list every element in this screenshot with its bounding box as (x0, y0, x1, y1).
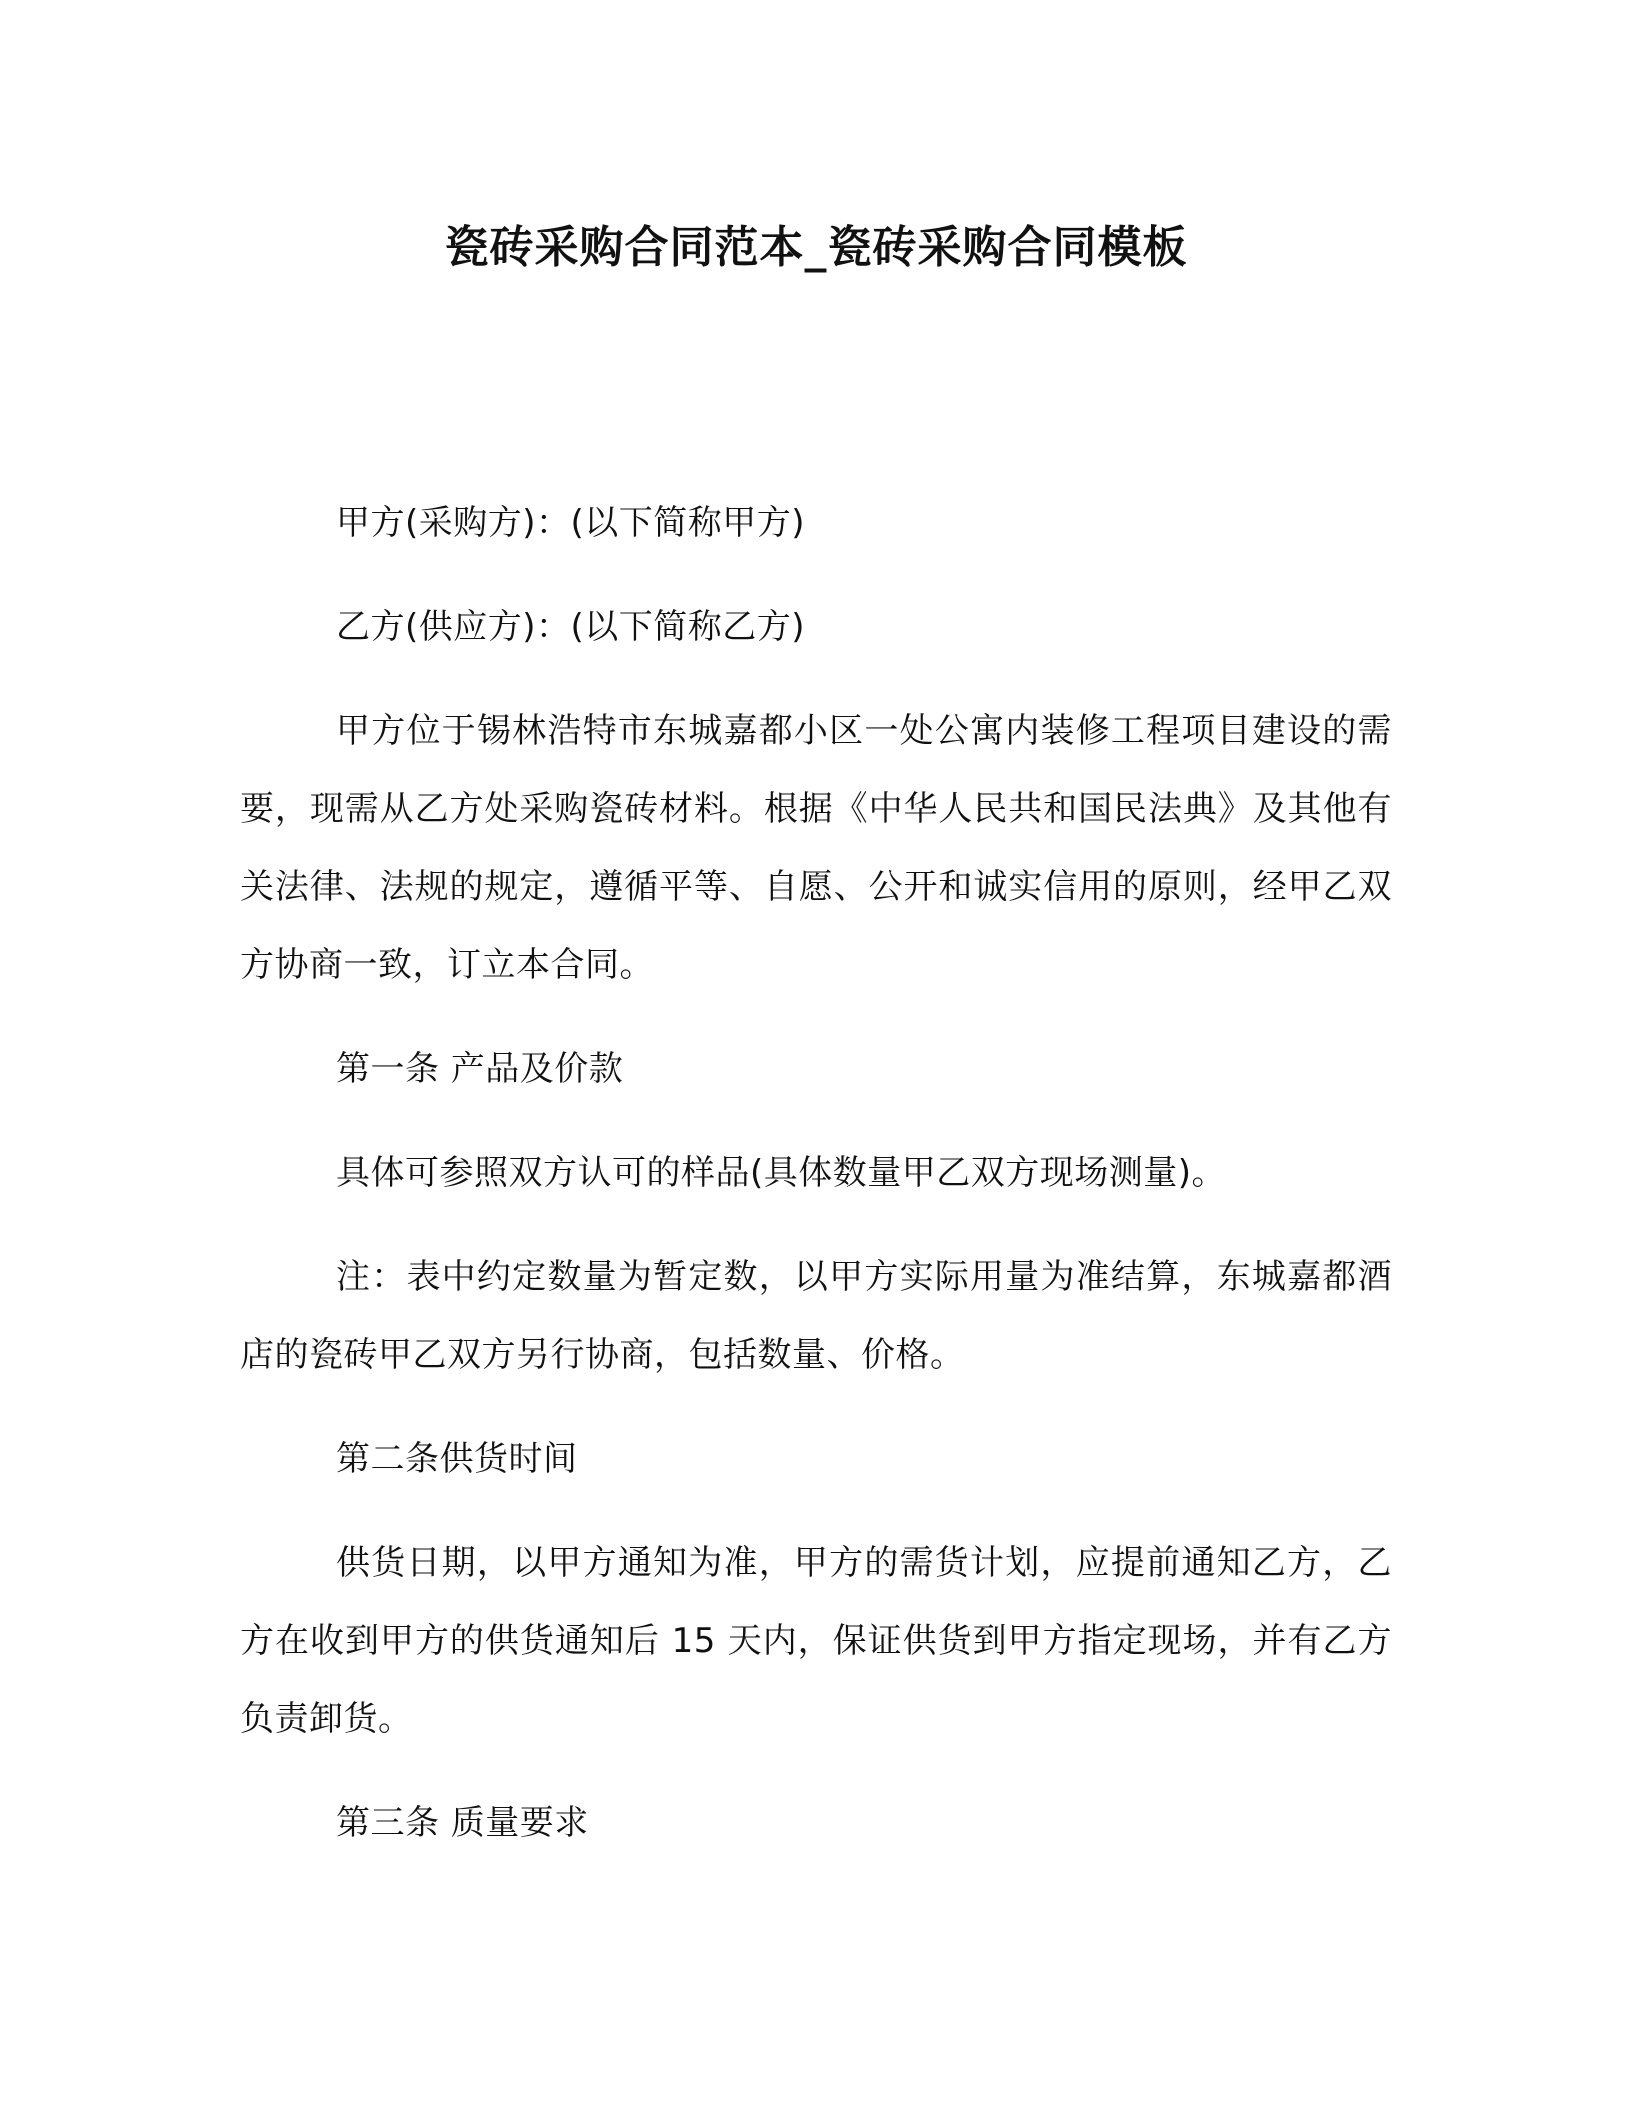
article-1-heading: 第一条 产品及价款 (336, 1049, 624, 1089)
party-b-line: 乙方(供应方)：(以下简称乙方) (336, 607, 806, 647)
article-3-heading: 第三条 质量要求 (336, 1803, 589, 1843)
document-body (240, 484, 1392, 1888)
document-title: 瓷砖采购合同范本_瓷砖采购合同模板 (444, 222, 1188, 273)
article-2-heading: 第二条供货时间 (336, 1439, 578, 1479)
preamble-paragraph: 甲方位于锡林浩特市东城嘉都小区一处公寓内装修工程项目建设的需要，现需从乙方处采购瓷砖材料。根据《中华人民共和国民法典》及其他有关法律、法规的规定，遵循平等、自愿、公开和诚实信用的原则，经甲乙双方协商一致，订立本合同。 (240, 711, 1392, 985)
article-2-text: 供货日期，以甲方通知为准，甲方的需货计划，应提前通知乙方，乙方在收到甲方的供货通知后 15 天内，保证供货到甲方指定现场，并有乙方负责卸货。 (240, 1543, 1392, 1739)
article-1-text: 具体可参照双方认可的样品(具体数量甲乙双方现场测量)。 (336, 1153, 1227, 1193)
article-1-note: 注：表中约定数量为暂定数，以甲方实际用量为准结算，东城嘉都酒店的瓷砖甲乙双方另行协商，包括数量、价格。 (240, 1257, 1392, 1375)
party-a-line: 甲方(采购方)：(以下简称甲方) (336, 503, 806, 543)
